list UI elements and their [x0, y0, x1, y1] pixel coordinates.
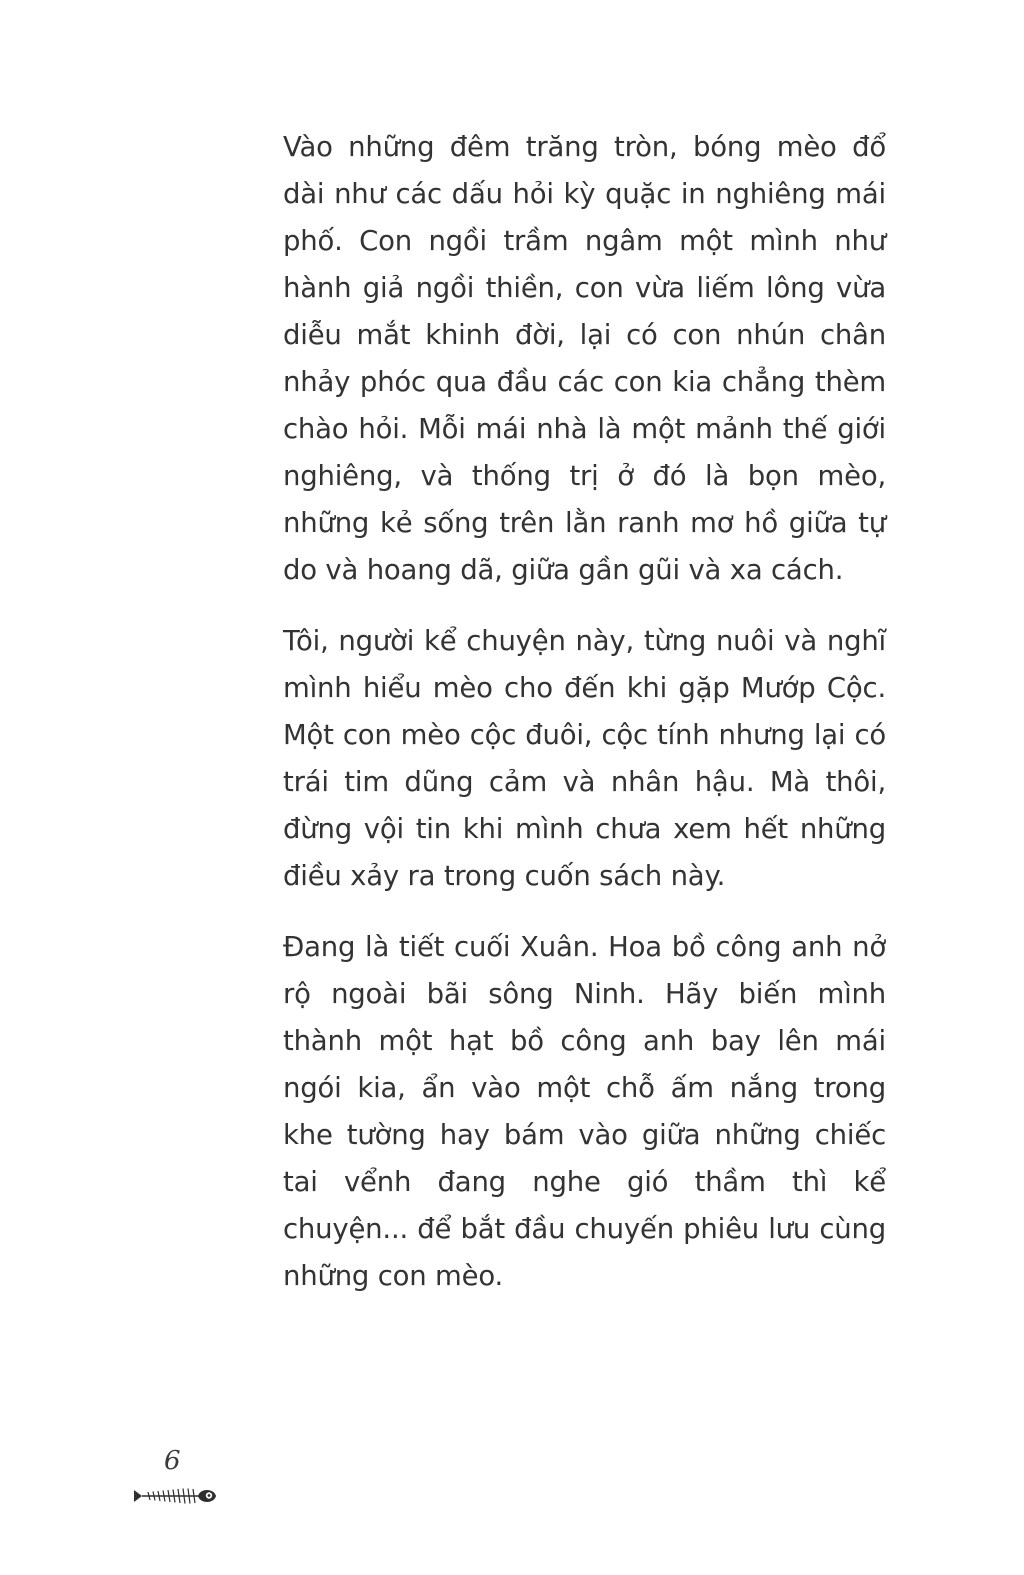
body-text	[283, 124, 886, 1324]
paragraph-3: Đang là tiết cuối Xuân. Hoa bồ công anh nở rộ ngoài bãi sông Ninh. Hãy biến mình thành một hạt bồ công anh bay lên mái ngói kia, ẩn vào một chỗ ấm nắng trong khe tường hay bám vào giữa những chiếc tai vểnh đang nghe gió thầm thì kể chuyện... để bắt đầu chuyến phiêu lưu cùng những con mèo.	[283, 931, 886, 1292]
page-number: 6	[164, 1446, 181, 1476]
paragraph-2: Tôi, người kể chuyện này, từng nuôi và nghĩ mình hiểu mèo cho đến khi gặp Mướp Cộc. Một con mèo cộc đuôi, cộc tính nhưng lại có trái tim dũng cảm và nhân hậu. Mà thôi, đừng vội tin khi mình chưa xem hết những điều xảy ra trong cuốn sách này.	[283, 625, 886, 892]
fishbone-icon	[132, 1485, 218, 1507]
paragraph-1: Vào những đêm trăng tròn, bóng mèo đổ dài như các dấu hỏi kỳ quặc in nghiêng mái phố. Con ngồi trầm ngâm một mình như hành giả ngồi thiền, con vừa liếm lông vừa diễu mắt khinh đời, lại có con nhún chân nhảy phóc qua đầu các con kia chẳng thèm chào hỏi. Mỗi mái nhà là một mảnh thế giới nghiêng, và thống trị ở đó là bọn mèo, những kẻ sống trên lằn ranh mơ hồ giữa tự do và hoang dã, giữa gần gũi và xa cách.	[283, 131, 886, 586]
